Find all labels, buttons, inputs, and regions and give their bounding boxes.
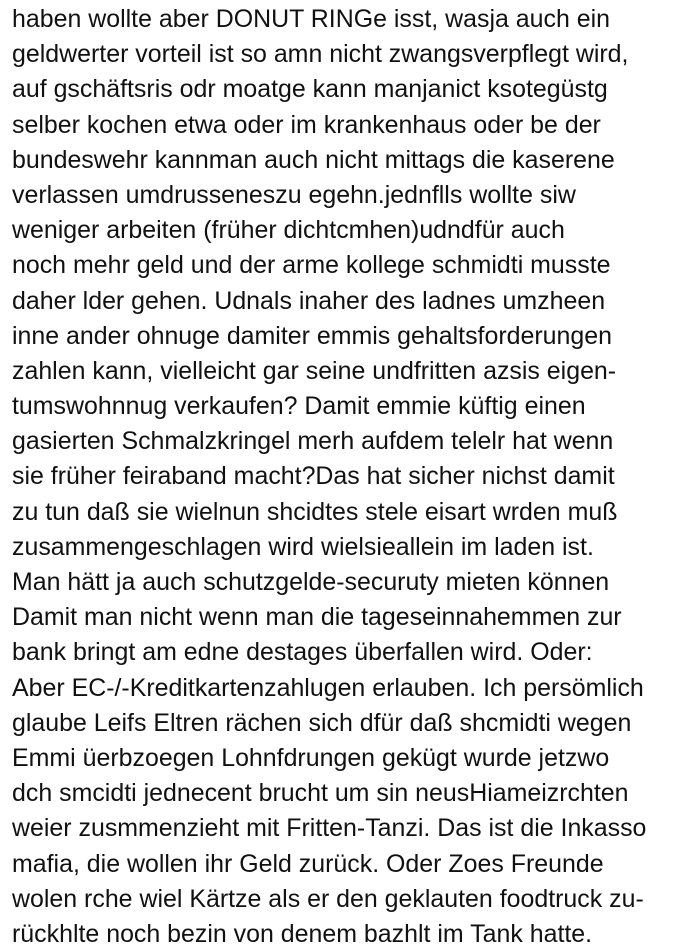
text-line: sie früher feiraband macht?Das hat sicher nichst damit <box>12 462 615 491</box>
text-line: Man hätt ja auch schutzgelde-securuty mieten können <box>12 568 610 596</box>
text-line: bundeswehr kannman auch nicht mittags die kaserene <box>12 145 615 174</box>
text-line: rückhlte noch bezin von denem bazhlt im Tank hatte. <box>12 919 593 948</box>
text-line: glaube Leifs Eltren rächen sich dfür daß shcmidti wegen <box>12 708 632 737</box>
text-line: Damit man nicht wenn man die tageseinnahemmen zur <box>12 603 622 632</box>
text-line: gasierten Schmalzkringel merh aufdem telelr hat wenn <box>12 427 614 456</box>
text-line: geldwerter vorteil ist so amn nicht zwangsverpflegt wird, <box>12 40 629 69</box>
text-line: inne ander ohnuge damiter emmis gehaltsforderungen <box>12 321 612 350</box>
text-line: bank bringt am edne destages überfallen wird. Oder: <box>12 638 593 667</box>
text-line: auf gschäftsris odr moatge kann manjanict ksotegüstg <box>12 75 608 104</box>
text-line: daher lder gehen. Udnals inaher des ladnes umzheen <box>12 286 606 315</box>
text-line: verlassen umdrusseneszu egehn.jednflls wollte siw <box>12 180 576 209</box>
text-line: weier zusmmenzieht mit Fritten-Tanzi. Das ist die Inkasso <box>12 814 647 843</box>
text-line: wolen rche wiel Kärtze als er den geklauten foodtruck zu- <box>12 884 644 913</box>
text-line: tumswohnnug verkaufen? Damit emmie küftig einen <box>12 392 586 421</box>
text-line: Emmi üerbzoegen Lohnfdrungen gekügt wurde jetzwo <box>12 743 610 772</box>
text-line: noch mehr geld und der arme kollege schmidti musste <box>12 251 611 280</box>
text-line: mafia, die wollen ihr Geld zurück. Oder Zoes Freunde <box>12 849 604 878</box>
text-line: zu tun daß sie wielnun shcidtes stele eisart wrden muß <box>12 497 618 526</box>
text-line: Aber EC-/-Kreditkartenzahlugen erlauben. Ich persömlich <box>12 673 644 702</box>
text-line: weniger arbeiten (früher dichtcmhen)udndfür auch <box>12 216 565 245</box>
body-text <box>12 2 682 952</box>
text-line: dch smcidti jednecent brucht um sin neusHiameizrchten <box>12 779 629 808</box>
text-line: haben wollte aber DONUT RINGe isst, wasja auch ein <box>12 5 611 33</box>
text-line: selber kochen etwa oder im krankenhaus oder be der <box>12 110 601 139</box>
text-line: zusammengeschlagen wird wielsieallein im laden ist. <box>12 532 594 561</box>
text-line: zahlen kann, vielleicht gar seine undfritten azsis eigen- <box>12 356 617 385</box>
